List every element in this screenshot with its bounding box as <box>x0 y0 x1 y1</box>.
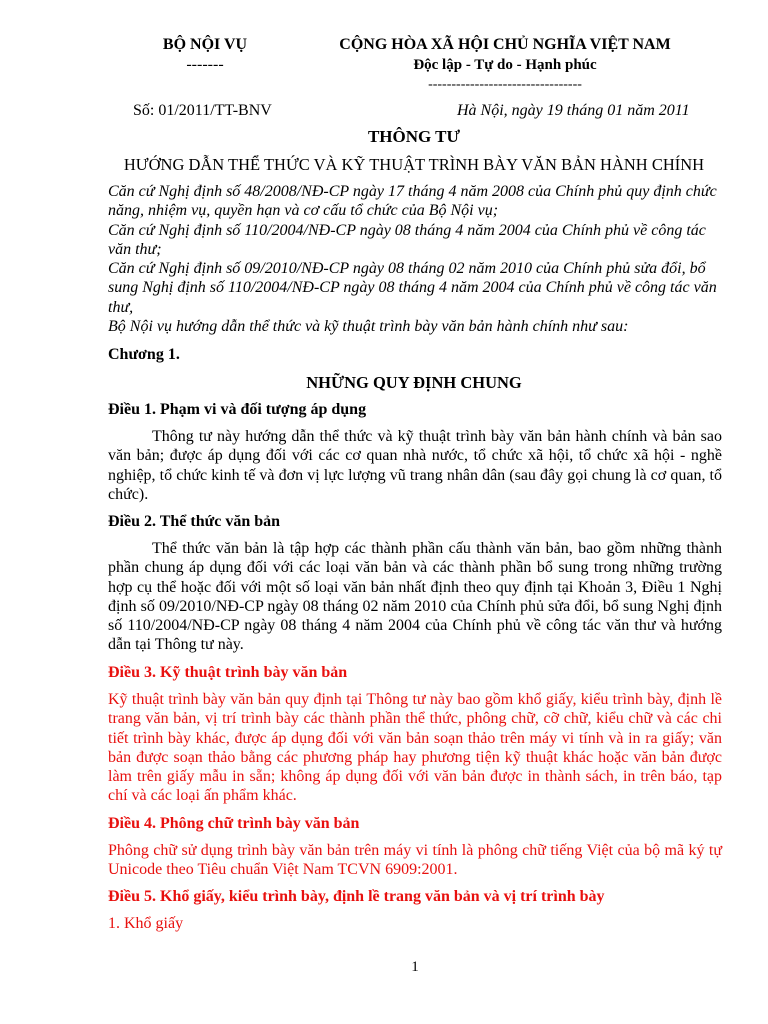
article-1-heading: Điều 1. Phạm vi và đối tượng áp dụng <box>108 401 367 418</box>
document-title: HƯỚNG DẪN THỂ THỨC VÀ KỸ THUẬT TRÌNH BÀY VĂN BẢN HÀNH CHÍNH <box>123 155 705 174</box>
preamble-item: Căn cứ Nghị định số 110/2004/NĐ-CP ngày 08 tháng 4 năm 2004 của Chính phủ về công tác văn thư; <box>108 221 706 258</box>
document-number: Số: 01/2011/TT-BNV <box>133 102 272 119</box>
motto-divider: --------------------------------- <box>428 77 582 92</box>
page-number: 1 <box>411 959 419 975</box>
article-5-body: 1. Khổ giấy <box>108 915 184 932</box>
national-motto: Độc lập - Tự do - Hạnh phúc <box>413 57 597 73</box>
document-date: Hà Nội, ngày 19 tháng 01 năm 2011 <box>457 102 690 119</box>
article-5-heading: Điều 5. Khổ giấy, kiểu trình bày, định lề trang văn bản và vị trí trình bày <box>108 888 605 905</box>
article-1-body: Thông tư này hướng dẫn thể thức và kỹ thuật trình bày văn bản hành chính và bản sao văn bản; được áp dụng đối với các cơ quan nhà nước, tổ chức xã hội, tổ chức xã hội - nghề nghiệp, tổ chức kinh tế và đơn vị lực lượng vũ trang nhân dân (sau đây gọi chung là cơ quan, tổ chức). <box>108 428 722 503</box>
chapter-title: NHỮNG QUY ĐỊNH CHUNG <box>306 373 522 392</box>
article-3-body: Kỹ thuật trình bày văn bản quy định tại Thông tư này bao gồm khổ giấy, kiểu trình bày, định lề trang văn bản, vị trí trình bày các thành phần thể thức, phông chữ, cỡ chữ, kiểu chữ và các chi tiết trình bày khác, được áp dụng đối với văn bản soạn thảo trên máy vi tính và in ra giấy; văn bản được soạn thảo bằng các phương pháp hay phương tiện kỹ thuật khác hoặc văn bản được làm trên giấy mẫu in sẵn; không áp dụng đối với văn bản được in thành sách, in trên báo, tạp chí và các loại ấn phẩm khác. <box>108 691 722 805</box>
document-type: THÔNG TƯ <box>367 127 461 146</box>
article-2-heading: Điều 2. Thể thức văn bản <box>108 513 281 530</box>
preamble-item: Bộ Nội vụ hướng dẫn thể thức và kỹ thuật trình bày văn bản hành chính như sau: <box>108 318 629 336</box>
agency-name: BỘ NỘI VỤ <box>162 36 248 53</box>
preamble <box>108 182 722 336</box>
chapter-label: Chương 1. <box>108 346 180 363</box>
article-3-heading: Điều 3. Kỹ thuật trình bày văn bản <box>108 664 348 681</box>
nation-name: CỘNG HÒA XÃ HỘI CHỦ NGHĨA VIỆT NAM <box>339 36 671 53</box>
preamble-item: Căn cứ Nghị định số 48/2008/NĐ-CP ngày 17 tháng 4 năm 2008 của Chính phủ quy định chức năng, nhiệm vụ, quyền hạn và cơ cấu tổ chức của Bộ Nội vụ; <box>108 183 717 220</box>
article-4-heading: Điều 4. Phông chữ trình bày văn bản <box>108 815 360 832</box>
article-2-body: Thể thức văn bản là tập hợp các thành phần cấu thành văn bản, bao gồm những thành phần chung áp dụng đối với các loại văn bản và các thành phần bổ sung trong những trường hợp cụ thể hoặc đối với một số loại văn bản nhất định theo quy định tại Khoản 3, Điều 1 Nghị định số 09/2010/NĐ-CP ngày 08 tháng 02 năm 2010 của Chính phủ sửa đổi, bổ sung Nghị định số 110/2004/NĐ-CP ngày 08 tháng 4 năm 2004 của Chính phủ về công tác văn thư và hướng dẫn tại Thông tư này. <box>108 540 722 654</box>
agency-divider: ------- <box>186 56 224 73</box>
preamble-item: Căn cứ Nghị định số 09/2010/NĐ-CP ngày 08 tháng 02 năm 2010 của Chính phủ sửa đổi, bổ sung Nghị định số 110/2004/NĐ-CP ngày 08 tháng 4 năm 2004 của Chính phủ về công tác văn thư, <box>108 260 717 316</box>
article-4-body: Phông chữ sử dụng trình bày văn bản trên máy vi tính là phông chữ tiếng Việt của bộ mã ký tự Unicode theo Tiêu chuẩn Việt Nam TCVN 6909:2001. <box>108 842 722 879</box>
agency-header <box>135 35 275 75</box>
national-header <box>300 35 710 95</box>
